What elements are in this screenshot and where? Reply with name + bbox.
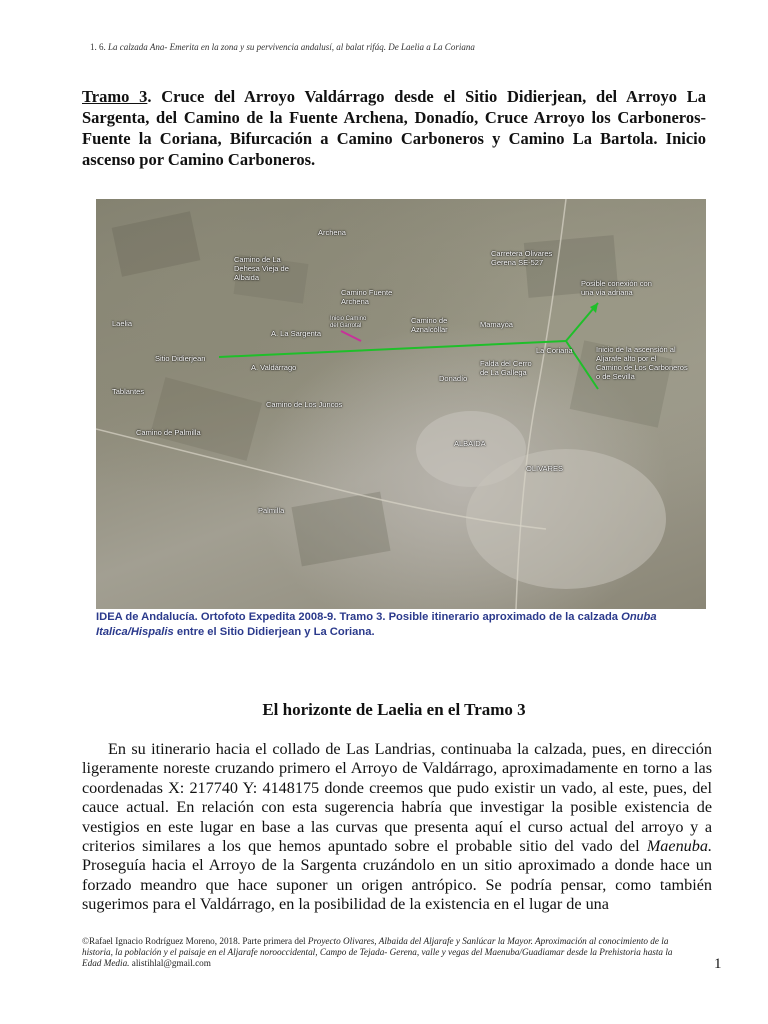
label-camino-dehesa: Camino de La Dehesa Vieja de Albaida (234, 255, 289, 282)
page-number: 1 (714, 956, 722, 972)
caption-italic: Onuba Italica/Hispalis (96, 611, 657, 638)
footer-italic: Proyecto Olivares, Albaida del Aljarafe y Sanlúcar la Mayor. Aproximación al conocimiento de la historia, la población y el paisaje en el Aljarafe norooccidental, Campo de Tejada- Gerena, valle y vegas del Maenuba/Guadiamar desde la Prehistoria hasta la Edad Media. (82, 936, 673, 968)
body-part2: Proseguía hacia el Arroyo de la Sargenta cruzándolo en un sitio aproximado a donde hace un forzado meandro que hace suponer un origen antrópico. Se podría pensar, como también sugerimos para el Valdárrago, en la posibilidad de la existencia en el lugar de una (82, 856, 712, 914)
route-line (219, 341, 566, 357)
label-falda-cerro: Falda del Cerro de La Gallega (480, 359, 532, 377)
label-a-la-sargenta: A. La Sargenta (271, 329, 322, 338)
label-laelia: Laelia (112, 319, 133, 328)
label-la-coriana: La Coriana (536, 346, 573, 355)
garrotal-branch (341, 331, 361, 341)
body-italic: Maenuba. (646, 837, 712, 856)
label-posible-conexion: Posible conexión con una vía adriana (581, 279, 652, 297)
body-part1: En su itinerario hacia el collado de Las Landrias, continuaba la calzada, pues, en dirección ligeramente noreste cruzando primero el Arroyo de Valdárrago, aproximadamente en torno a las coordenadas X: 217740 Y: 4148175 donde creemos que pudo existir un vado, al este, pues, del cauce actual. En relación con esta sugerencia habría que investigar la posible existencia de vestigios en este lugar en base a las curvas que presenta aquí el curso actual del arroyo y a criterios similares a los que hemos apuntado sobre el probable sitio del vado del (82, 740, 712, 856)
label-albaida: ALBAIDA (454, 439, 486, 448)
footer-part1: ©Rafael Ignacio Rodríguez Moreno, 2018. Parte primera del (82, 936, 308, 946)
map-overlay (96, 199, 706, 609)
label-camino-fuente-archena: Camino Fuente Archena (341, 288, 393, 306)
label-a-valdarrago: A. Valdárrago (251, 363, 297, 372)
label-palmilla: Palmilla (258, 506, 285, 515)
label-archena: Archena (318, 228, 346, 237)
label-olivares: OLIVARES (526, 464, 563, 473)
section-heading-text: . Cruce del Arroyo Valdárrago desde el Sitio Didierjean, del Arroyo La Sargenta, del Camino de la Fuente Archena, Donadío, Cruce Arroyo los Carboneros- Fuente la Coriana, Bifurcación a Camino Carboneros y Camino La Bartola. Inicio ascenso por Camino Carboneros. (82, 87, 706, 169)
running-header-title: La calzada Ana- Emerita en la zona y su pervivencia andalusí, al balat rifáq. De Laelia a La Coriana (108, 42, 475, 52)
label-mamayoa: Mamayóa (480, 320, 513, 329)
label-carretera: Carretera Olivares Gerena SE-527 (491, 249, 553, 267)
tramo-label: Tramo 3 (82, 87, 148, 106)
label-inicio-ascension: Inicio de la ascensión al Aljarafe alto por el Camino de Los Carboneros o de Sevilla (596, 345, 688, 381)
footer-email: alistihlal@gmail.com (129, 958, 211, 968)
label-donadio: Donadío (439, 374, 468, 383)
label-inicio-garrotal: Inicio Camino del Garrotal (330, 316, 367, 329)
label-tablantes: Tablantes (112, 387, 145, 396)
running-header-number: 1. 6. (90, 42, 106, 52)
footer-note (82, 936, 682, 969)
running-header (90, 42, 730, 52)
section-heading (82, 86, 706, 170)
caption-part2: entre el Sitio Didierjean y La Coriana. (173, 626, 375, 638)
label-sitio-didierjean: Sitio Didierjean (155, 354, 206, 363)
aerial-map-figure (96, 199, 706, 609)
figure-caption (96, 610, 708, 640)
label-camino-palmilla: Camino de Palmilla (136, 428, 201, 437)
caption-part1: IDEA de Andalucía. Ortofoto Expedita 2008-9. Tramo 3. Posible itinerario aproximado de la calzada (96, 611, 622, 623)
section-subtitle: El horizonte de Laelia en el Tramo 3 (262, 700, 526, 719)
label-camino-juncos: Camino de Los Juncos (266, 400, 343, 409)
body-paragraph (82, 740, 712, 938)
label-camino-aznalcollar: Camino de Aznalcóllar (411, 316, 448, 334)
